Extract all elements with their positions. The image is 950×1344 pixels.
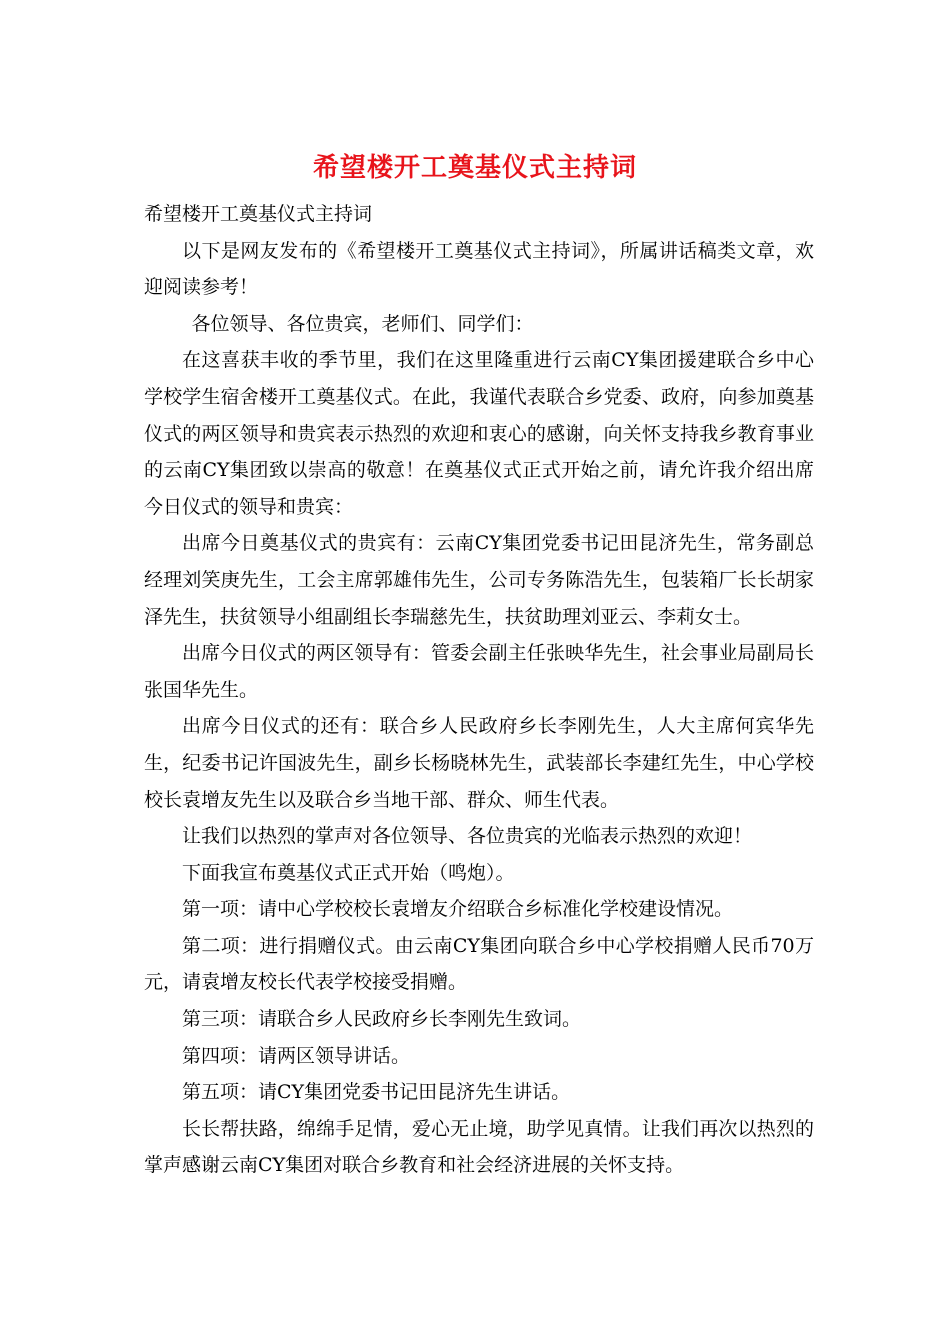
intro-paragraph: 以下是网友发布的《希望楼开工奠基仪式主持词》，所属讲话稿类文章，欢迎阅读参考！ — [144, 239, 814, 299]
announce-paragraph: 下面我宣布奠基仪式正式开始（鸣炮）。 — [182, 861, 515, 884]
leaders-paragraph: 出席今日仪式的两区领导有：管委会副主任张映华先生，社会事业局副局长张国华先生。 — [144, 642, 814, 701]
item-3-paragraph: 第三项：请联合乡人民政府乡长李刚先生致词。 — [182, 1008, 582, 1031]
salutation-paragraph: 各位领导、各位贵宾，老师们、同学们： — [191, 312, 534, 335]
guests-paragraph: 出席今日奠基仪式的贵宾有：云南CY集团党委书记田昆济先生，常务副总经理刘笑庚先生，工会主席郭雄伟先生，公司专务陈浩先生，包装箱厂长长胡家泽先生，扶贫领导小组副组长李瑞慈先生，扶贫助理刘亚云、李莉女士。 — [144, 532, 814, 628]
attendees-paragraph: 出席今日仪式的还有：联合乡人民政府乡长李刚先生，人大主席何宾华先生，纪委书记许国波先生，副乡长杨晓林先生，武装部长李建红先生，中心学校校长袁增友先生以及联合乡当地干部、群众、师生代表。 — [144, 715, 814, 811]
item-1-paragraph: 第一项：请中心学校校长袁增友介绍联合乡标准化学校建设情况。 — [182, 898, 734, 921]
document-title: 希望楼开工奠基仪式主持词 — [312, 153, 637, 183]
document-body — [144, 196, 814, 1184]
subtitle-paragraph: 希望楼开工奠基仪式主持词 — [144, 203, 373, 225]
item-2-paragraph: 第二项：进行捐赠仪式。由云南CY集团向联合乡中心学校捐赠人民币70万元，请袁增友校长代表学校接受捐赠。 — [144, 934, 814, 994]
welcome-paragraph: 让我们以热烈的掌声对各位领导、各位贵宾的光临表示热烈的欢迎！ — [182, 825, 753, 848]
item-5-paragraph: 第五项：请CY集团党委书记田昆济先生讲话。 — [182, 1081, 571, 1104]
item-4-paragraph: 第四项：请两区领导讲话。 — [182, 1044, 411, 1067]
opening-paragraph: 在这喜获丰收的季节里，我们在这里隆重进行云南CY集团援建联合乡中心学校学生宿舍楼开工奠基仪式。在此，我谨代表联合乡党委、政府，向参加奠基仪式的两区领导和贵宾表示热烈的欢迎和衷心的感谢，向关怀支持我乡教育事业的云南CY集团致以崇高的敬意！在奠基仪式正式开始之前，请允许我介绍出席今日仪式的领导和贵宾： — [144, 349, 814, 518]
closing-paragraph: 长长帮扶路，绵绵手足情，爱心无止境，助学见真情。让我们再次以热烈的掌声感谢云南CY集团对联合乡教育和社会经济进展的关怀支持。 — [144, 1117, 814, 1177]
